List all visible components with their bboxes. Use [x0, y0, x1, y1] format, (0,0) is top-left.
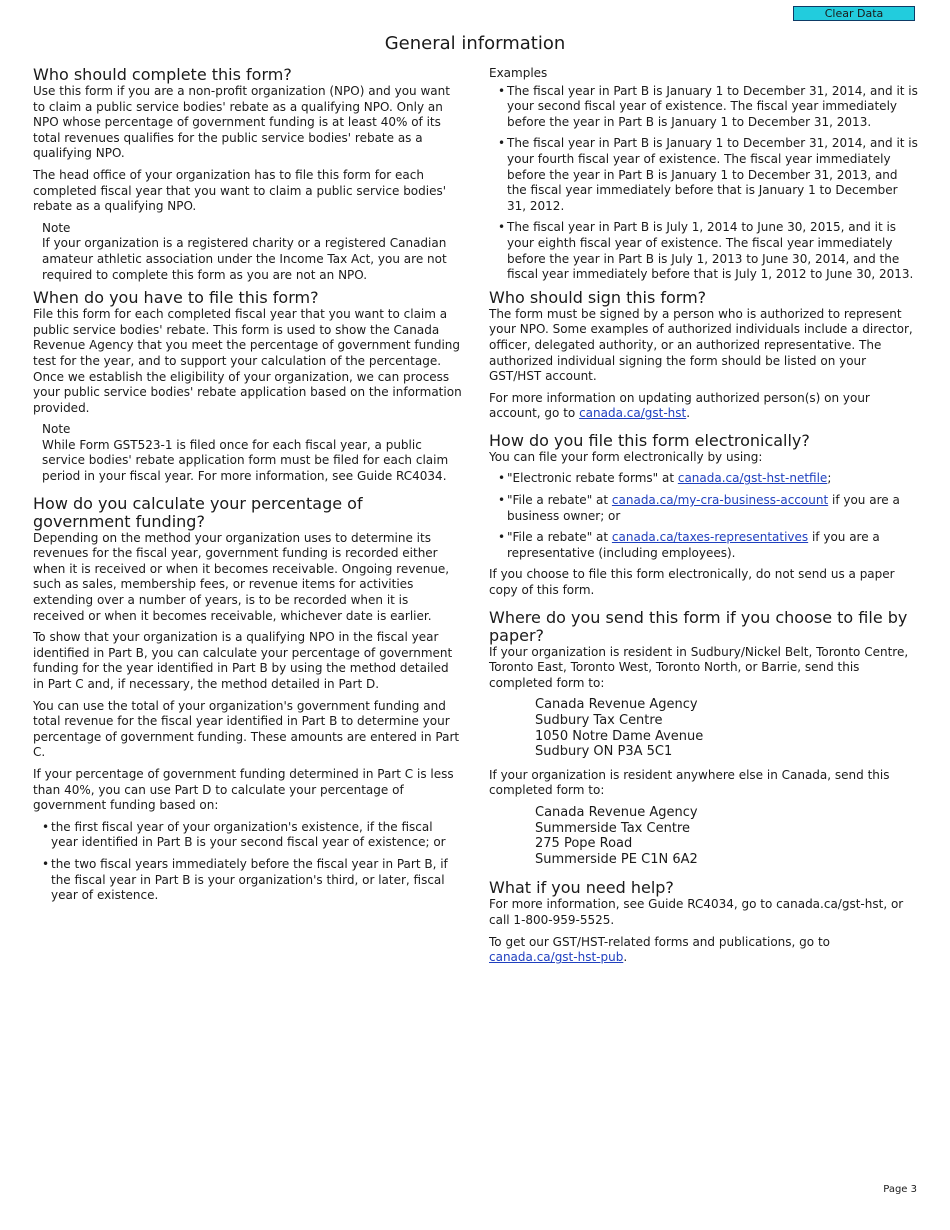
left-column — [33, 66, 463, 910]
sign-paragraph-1: The form must be signed by a person who is authorized to represent your NPO. Some examples of authorized individuals include a director, officer, delegated authority, or an authorized representative. The authorized individual signing the form should be listed on your GST/HST account. — [489, 306, 913, 384]
gst-hst-link[interactable]: canada.ca/gst-hst — [579, 406, 687, 421]
option-3-text: "File a rebate" at — [507, 530, 612, 545]
page-title: General information — [384, 33, 566, 54]
address-line: Summerside Tax Centre — [535, 820, 690, 836]
sign-paragraph-2-text: For more information on updating authorized person(s) on your account, go to — [489, 390, 870, 421]
who-paragraph-2: The head office of your organization has to file this form for each completed fiscal year that you want to claim a public service bodies' rebate as a qualifying NPO. — [33, 167, 447, 214]
calc-paragraph-4: If your percentage of government funding determined in Part C is less than 40%, you can use Part D to calculate your percentage of government funding based on: — [33, 766, 454, 813]
note-2 — [42, 422, 463, 484]
note-2-text: While Form GST523-1 is filed once for each fiscal year, a public service bodies' rebate application form must be filed for each claim period in your fiscal year. For more information, see Guide RC4034. — [42, 437, 449, 484]
list-item: • the first fiscal year of your organization's existence, if the fiscal year identified in Part B is your second fiscal year of existence; or — [33, 820, 463, 851]
paper-paragraph-1: If your organization is resident in Sudbury/Nickel Belt, Toronto Centre, Toronto East, Toronto West, Toronto North, or Barrie, send this completed form to: — [489, 644, 909, 690]
address-line: 275 Pope Road — [535, 836, 633, 852]
note-2-label: Note — [42, 422, 71, 437]
who-heading: Who should complete this form? — [33, 65, 292, 84]
list-item: • The fiscal year in Part B is July 1, 2014 to June 30, 2015, and it is your eighth fiscal year of existence. The fiscal year immediately before the year in Part B is July 1, 2013 to June 30, 2014, and the fiscal year immediately before that is July 1, 2012 to June 30, 2013. — [489, 220, 919, 282]
note-1-label: Note — [42, 220, 71, 235]
help-paragraph-2 — [489, 935, 919, 966]
when-paragraph-1: File this form for each completed fiscal year that you want to claim a public service bodies' rebate. This form is used to show the Canada Revenue Agency that you meet the percentage of government funding test for the year, and to support your calculation of the percentage. Once we establish the eligibility of your organization, we can process your public service bodies' rebate application based on the information provided. — [33, 307, 462, 415]
note-1-text: If your organization is a registered charity or a registered Canadian amateur athletic association under the Income Tax Act, you are not required to complete this form as you are not an NPO. — [42, 236, 447, 282]
page-number: Page 3 — [883, 1184, 917, 1195]
help-paragraph-1: For more information, see Guide RC4034, go to canada.ca/gst-hst, or call 1-800-959-5525. — [489, 897, 904, 927]
gst-hst-pub-link[interactable]: canada.ca/gst-hst-pub — [489, 950, 624, 965]
electronic-options-list — [489, 471, 919, 561]
option-2-text: "File a rebate" at — [507, 493, 612, 508]
paper-heading: Where do you send this form if you choose to file by paper? — [489, 607, 908, 645]
address-line: Summerside PE C1N 6A2 — [535, 851, 698, 867]
examples-label: Examples — [489, 66, 548, 80]
option-2-end: if you are a business owner; or — [507, 493, 900, 523]
option-1-end: ; — [827, 471, 832, 486]
sign-paragraph-2-end: . — [686, 406, 691, 421]
list-item — [489, 471, 919, 487]
help-heading: What if you need help? — [489, 878, 674, 898]
calc-paragraph-1: Depending on the method your organization uses to determine its revenues for the fiscal year, government funding is recorded either when it is received or when it becomes receivable. Ongoing revenue, such as sales, membership fees, or revenue items for activities extending over a number of years, is to be recorded when it is received or when it becomes receivable, whichever date is earlier. — [33, 530, 450, 623]
address-line: Sudbury ON P3A 5C1 — [535, 744, 673, 760]
list-item — [489, 530, 919, 561]
clear-data-button[interactable]: Clear Data — [793, 6, 915, 21]
help-paragraph-2-text: To get our GST/HST-related forms and publications, go to — [489, 934, 830, 949]
address-line: Canada Revenue Agency — [535, 804, 698, 820]
who-paragraph-1: Use this form if you are a non-profit organization (NPO) and you want to claim a public service bodies' rebate as a qualifying NPO. Only an NPO whose percentage of government funding is at least 40% of its total revenues qualifies for the public service bodies' rebate as a qualifying NPO. — [33, 84, 450, 161]
list-item: • The fiscal year in Part B is January 1 to December 31, 2014, and it is your fourth fiscal year of existence. The fiscal year immediately before the year in Part B is January 1 to December 31, 2013, and the fiscal year immediately before that is January 1 to December 31, 2012. — [489, 136, 919, 214]
sign-heading: Who should sign this form? — [489, 287, 707, 307]
calc-paragraph-3: You can use the total of your organization's government funding and total revenue for the fiscal year identified in Part B to determine your percentage of government funding. These amounts are entered in Part C. — [33, 698, 460, 760]
calc-bullet-list — [33, 820, 463, 904]
right-column — [489, 66, 919, 972]
address-line: 1050 Notre Dame Avenue — [535, 728, 704, 744]
address-line: Sudbury Tax Centre — [535, 713, 663, 728]
electronic-closing: If you choose to file this form electronically, do not send us a paper copy of this form. — [489, 567, 895, 598]
list-item: • the two fiscal years immediately before the fiscal year in Part B, if the fiscal year in Part B is your organization's third, or later, fiscal year of existence. — [33, 857, 463, 904]
option-1-text: "Electronic rebate forms" at — [507, 471, 678, 486]
when-heading: When do you have to file this form? — [33, 288, 319, 308]
list-item: • The fiscal year in Part B is January 1 to December 31, 2014, and it is your second fiscal year of existence. The fiscal year immediately before the year in Part B is January 1 to December 31, 2013. — [489, 84, 919, 131]
business-account-link[interactable]: canada.ca/my-cra-business-account — [611, 493, 829, 508]
electronic-heading: How do you file this form electronically? — [489, 430, 810, 450]
paper-paragraph-2: If your organization is resident anywhere else in Canada, send this completed form to: — [489, 767, 890, 798]
representatives-link[interactable]: canada.ca/taxes-representatives — [611, 530, 809, 545]
examples-list — [489, 84, 919, 283]
list-item — [489, 493, 919, 524]
option-3-end: if you are a representative (including employees). — [507, 530, 880, 560]
help-paragraph-2-end: . — [623, 950, 628, 965]
netfile-link[interactable]: canada.ca/gst-hst-netfile — [677, 471, 828, 486]
calc-heading: How do you calculate your percentage of government funding? — [33, 493, 363, 531]
address-line: Canada Revenue Agency — [535, 697, 698, 713]
electronic-intro: You can file your form electronically by using: — [489, 449, 763, 464]
note-1 — [42, 221, 463, 283]
calc-paragraph-2: To show that your organization is a qualifying NPO in the fiscal year identified in Part B, you can calculate your percentage of government funding for the year identified in Part B by using the method detailed in Part C and, if necessary, the method detailed in Part D. — [33, 630, 453, 691]
summerside-address — [535, 805, 919, 867]
sign-paragraph-2 — [489, 391, 919, 422]
sudbury-address — [535, 697, 919, 759]
